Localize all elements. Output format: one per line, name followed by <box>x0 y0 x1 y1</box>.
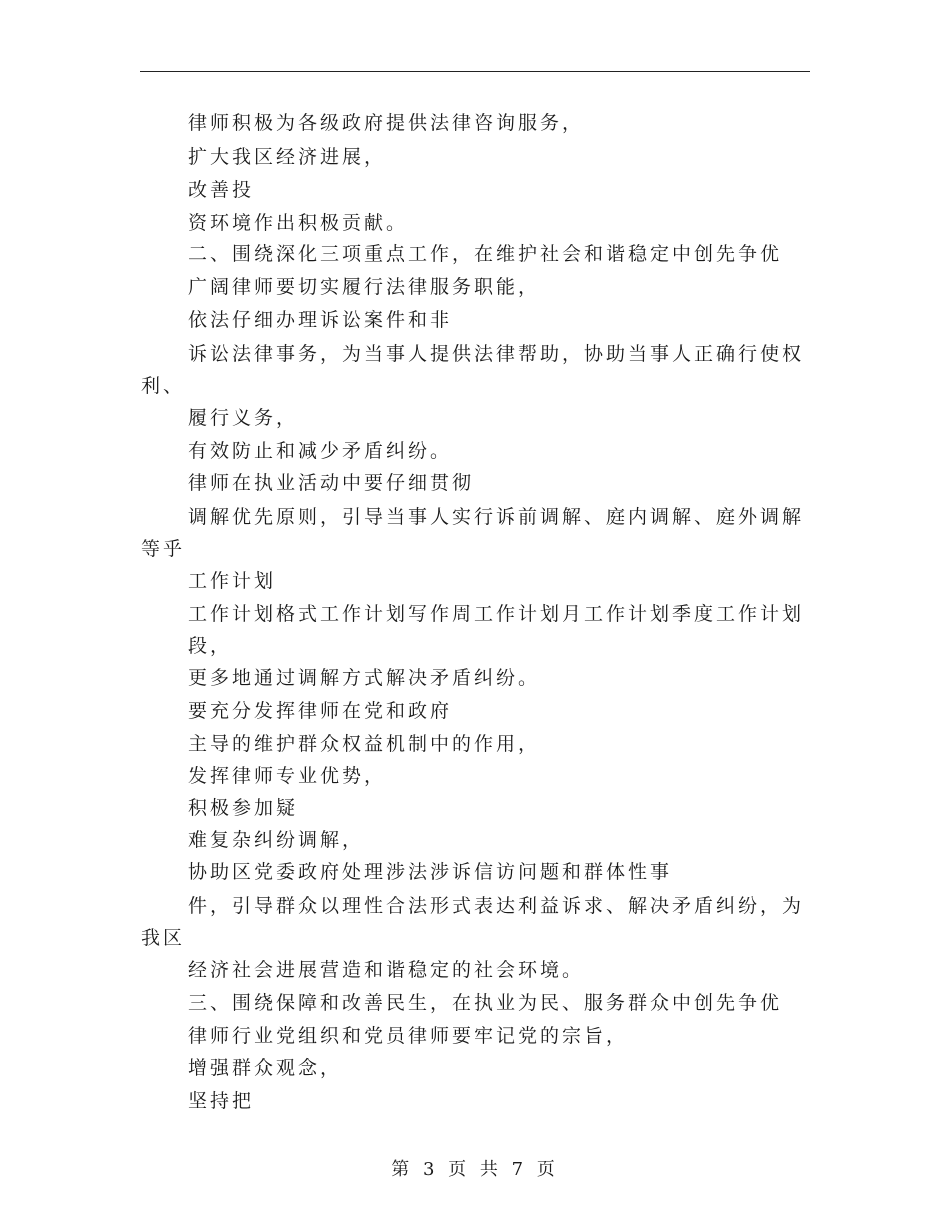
text-line: 协助区党委政府处理涉法涉诉信访问题和群体性事 <box>188 861 673 883</box>
text-line: 工作计划 <box>188 570 277 592</box>
text-line: 难复杂纠纷调解， <box>188 829 365 851</box>
text-line: 律师行业党组织和党员律师要牢记党的宗旨， <box>188 1025 629 1047</box>
text-line-continuation: 等乎 <box>141 538 186 560</box>
text-line: 要充分发挥律师在党和政府 <box>188 700 453 722</box>
footer-suffix: 页 <box>536 1159 559 1180</box>
text-line: 诉讼法律事务，为当事人提供法律帮助，协助当事人正确行使权 <box>188 343 805 365</box>
text-line: 增强群众观念， <box>188 1057 343 1079</box>
text-line: 更多地通过调解方式解决矛盾纠纷。 <box>188 667 541 689</box>
text-line: 律师积极为各级政府提供法律咨询服务， <box>188 112 585 134</box>
text-line: 发挥律师专业优势， <box>188 765 387 787</box>
text-line: 履行义务， <box>188 407 299 429</box>
text-line: 积极参加疑 <box>188 797 299 819</box>
text-line: 律师在执业活动中要仔细贯彻 <box>188 472 475 494</box>
text-line: 资环境作出积极贡献。 <box>188 212 409 234</box>
text-line: 改善投 <box>188 179 255 201</box>
text-line: 经济社会进展营造和谐稳定的社会环境。 <box>188 959 585 981</box>
text-line: 段， <box>188 635 233 657</box>
text-line: 坚持把 <box>188 1090 255 1112</box>
text-line: 有效防止和减少矛盾纠纷。 <box>188 440 453 462</box>
header-rule <box>140 71 810 72</box>
footer-prefix: 第 <box>391 1159 414 1180</box>
section-heading: 二、围绕深化三项重点工作，在维护社会和谐稳定中创先争优 <box>188 243 783 265</box>
text-line: 工作计划格式工作计划写作周工作计划月工作计划季度工作计划 <box>188 603 805 625</box>
text-line: 广阔律师要切实履行法律服务职能， <box>188 276 541 298</box>
text-line: 调解优先原则，引导当事人实行诉前调解、庭内调解、庭外调解 <box>188 506 805 528</box>
total-pages-number: 7 <box>511 1159 528 1180</box>
footer-mid: 页 共 <box>448 1159 502 1180</box>
text-line: 扩大我区经济进展， <box>188 146 387 168</box>
page-footer <box>0 1155 950 1181</box>
text-line-continuation: 我区 <box>141 927 186 949</box>
current-page-number: 3 <box>422 1159 439 1180</box>
section-heading: 三、围绕保障和改善民生，在执业为民、服务群众中创先争优 <box>188 992 783 1014</box>
text-line: 件，引导群众以理性合法形式表达利益诉求、解决矛盾纠纷，为 <box>188 895 805 917</box>
text-line: 主导的维护群众权益机制中的作用， <box>188 733 541 755</box>
text-line: 依法仔细办理诉讼案件和非 <box>188 309 453 331</box>
text-line-continuation: 利、 <box>141 375 186 397</box>
